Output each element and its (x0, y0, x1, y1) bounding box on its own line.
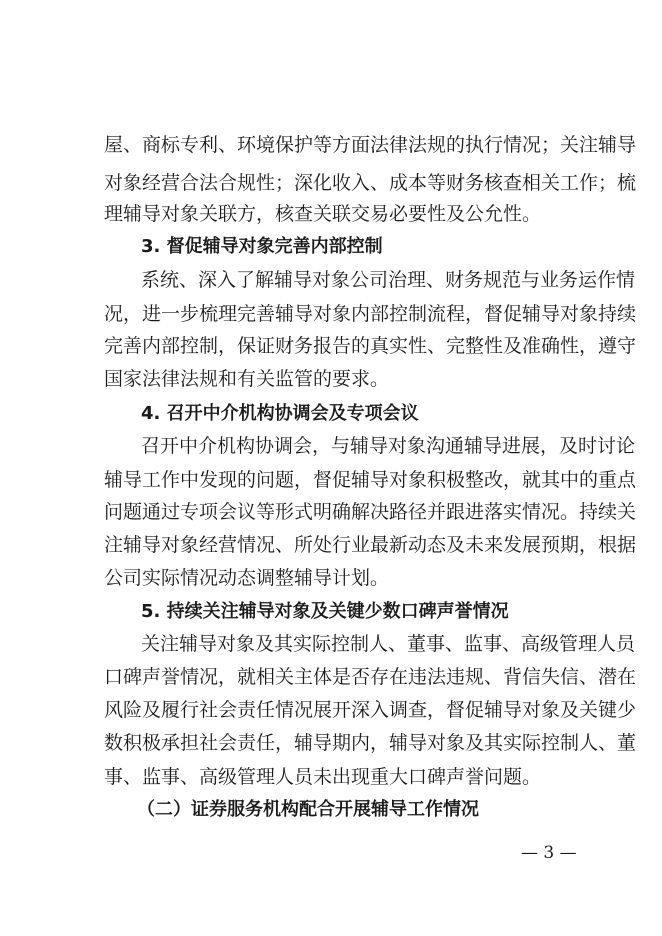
body-text-line: 理辅导对象关联方，核查关联交易必要性及公允性。 (104, 203, 542, 225)
body-text-line: 系统、深入了解辅导对象公司治理、财务规范与业务运作情 (141, 269, 636, 291)
body-text-line: 完善内部控制，保证财务报告的真实性、完整性及准确性，遵守 (104, 335, 637, 357)
body-text-line: 数积极承担社会责任，辅导期内，辅导对象及其实际控制人、董 (104, 732, 637, 754)
section-heading-2: （二）证券服务机构配合开展辅导工作情况 (137, 799, 479, 820)
body-text-line: 风险及履行社会责任情况展开深入调查，督促辅导对象及关键少 (104, 699, 637, 721)
body-text-line: 注辅导对象经营情况、所处行业最新动态及未来发展预期，根据 (104, 534, 637, 556)
page-number: — 3 — (521, 843, 577, 863)
section-heading-5: 5. 持续关注辅导对象及关键少数口碑声誉情况 (141, 601, 509, 622)
body-text-line: 对象经营合法合规性；深化收入、成本等财务核查相关工作；梳 (104, 172, 637, 194)
body-text-line: 召开中介机构协调会，与辅导对象沟通辅导进展，及时讨论 (141, 435, 636, 457)
body-text-line: 国家法律法规和有关监管的要求。 (104, 368, 390, 390)
body-text-line: 关注辅导对象及其实际控制人、董事、监事、高级管理人员 (141, 633, 636, 655)
section-heading-3: 3. 督促辅导对象完善内部控制 (141, 236, 383, 257)
body-text-line: 问题通过专项会议等形式明确解决路径并跟进落实情况。持续关 (104, 501, 637, 523)
body-text-line: 屋、商标专利、环境保护等方面法律法规的执行情况；关注辅导 (104, 134, 637, 156)
body-text-line: 况，进一步梳理完善辅导对象内部控制流程，督促辅导对象持续 (104, 303, 637, 325)
body-text-line: 辅导工作中发现的问题，督促辅导对象积极整改，就其中的重点 (104, 469, 637, 491)
body-text-line: 事、监事、高级管理人员未出现重大口碑声誉问题。 (104, 766, 542, 788)
body-text-line: 口碑声誉情况，就相关主体是否存在违法违规、背信失信、潜在 (104, 666, 637, 688)
body-text-line: 公司实际情况动态调整辅导计划。 (104, 567, 390, 589)
section-heading-4: 4. 召开中介机构协调会及专项会议 (141, 403, 419, 424)
